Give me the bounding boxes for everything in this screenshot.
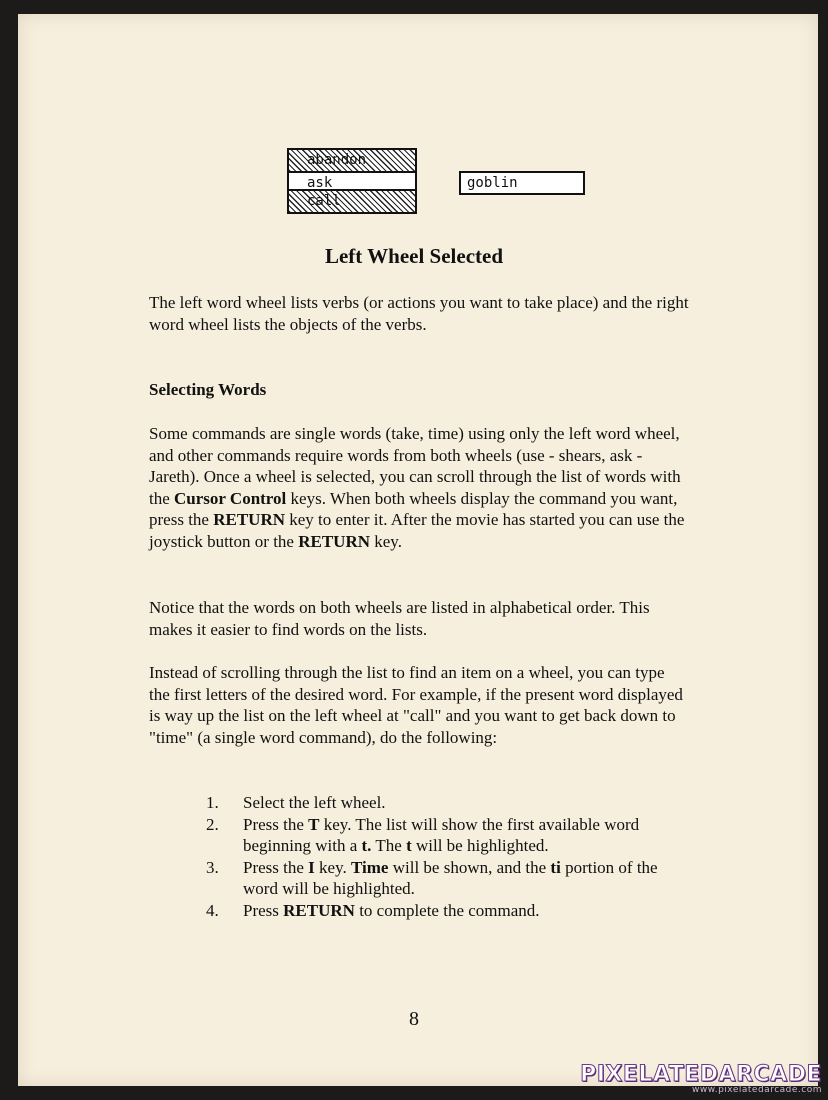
step-number: 3.: [206, 857, 219, 877]
step-number: 2.: [206, 814, 219, 834]
section-heading: Selecting Words: [149, 380, 267, 399]
step-text: Press: [243, 900, 284, 920]
steps-list: [206, 792, 666, 922]
left-word-wheel[interactable]: [287, 148, 417, 214]
wheel-item-above: abandon: [289, 150, 415, 171]
p1-bold-cursor: Cursor Control: [174, 488, 287, 508]
paragraph-typing: Instead of scrolling through the list to find an item on a wheel, you can type the first letters of the desired word. For example, if the present word displayed is way up the list on the left wheel at "call" and you want to get back down to "time" (a single word command), do the following:: [149, 663, 683, 747]
step-number: 4.: [206, 900, 219, 920]
wheel-item-selected: ask: [289, 171, 415, 192]
figure-caption: Left Wheel Selected: [324, 244, 504, 268]
p1-bold-return: RETURN: [213, 510, 286, 530]
step-text: The: [371, 836, 407, 856]
step-text: will be highlighted.: [411, 836, 549, 856]
list-item: [206, 792, 666, 814]
step-text: Press the: [243, 857, 309, 877]
intro-paragraph: The left word wheel lists verbs (or actions you want to take place) and the right word wheel lists the objects of the verbs.: [149, 293, 689, 334]
step-text: to complete the command.: [354, 900, 540, 920]
page-number: 8: [409, 1008, 419, 1030]
list-item: [206, 814, 666, 857]
step-bold: T: [308, 814, 320, 834]
step-text: will be shown, and the: [388, 857, 551, 877]
paragraph-alphabetical: Notice that the words on both wheels are listed in alphabetical order. This makes it easier to find words on the lists.: [149, 598, 650, 639]
right-word-wheel[interactable]: goblin: [459, 171, 585, 195]
step-bold: RETURN: [283, 900, 355, 920]
paragraph-selecting: [149, 423, 689, 553]
step-text: Select the left wheel.: [243, 793, 386, 812]
step-text: key.: [314, 857, 351, 877]
watermark-logo: [580, 1062, 822, 1095]
step-bold: Time: [351, 857, 389, 877]
step-bold: ti: [550, 857, 561, 877]
step-bold: t.: [361, 836, 372, 856]
step-text: portion of the word will be highlighted.: [243, 857, 658, 899]
p1-text-e: key to enter it. After the movie has started you can use the joystick button or the: [149, 510, 685, 551]
wheel-item-below: call: [289, 191, 415, 212]
watermark-url: www.pixelatedarcade.com: [691, 1085, 822, 1095]
step-bold: t: [406, 836, 412, 856]
step-text: Press the: [243, 814, 309, 834]
p1-text-a: Some commands are single words (take, time) using only the left word wheel, and other commands require words from both wheels (use - shears, ask - Jareth). Once a wheel is selected, you can scroll through the list of words with the: [149, 424, 681, 508]
watermark-brand: PIXELATEDARCADE: [580, 1062, 822, 1087]
list-item: [206, 900, 666, 922]
step-bold: I: [308, 857, 315, 877]
step-number: 1.: [206, 793, 219, 812]
p1-text-c: keys. When both wheels display the command you want, press the: [149, 488, 678, 530]
p1-text-g: key.: [370, 531, 402, 551]
list-item: [206, 857, 666, 900]
p1-bold-return-2: RETURN: [298, 531, 371, 551]
step-text: key. The list will show the first available word beginning with a: [243, 814, 640, 856]
